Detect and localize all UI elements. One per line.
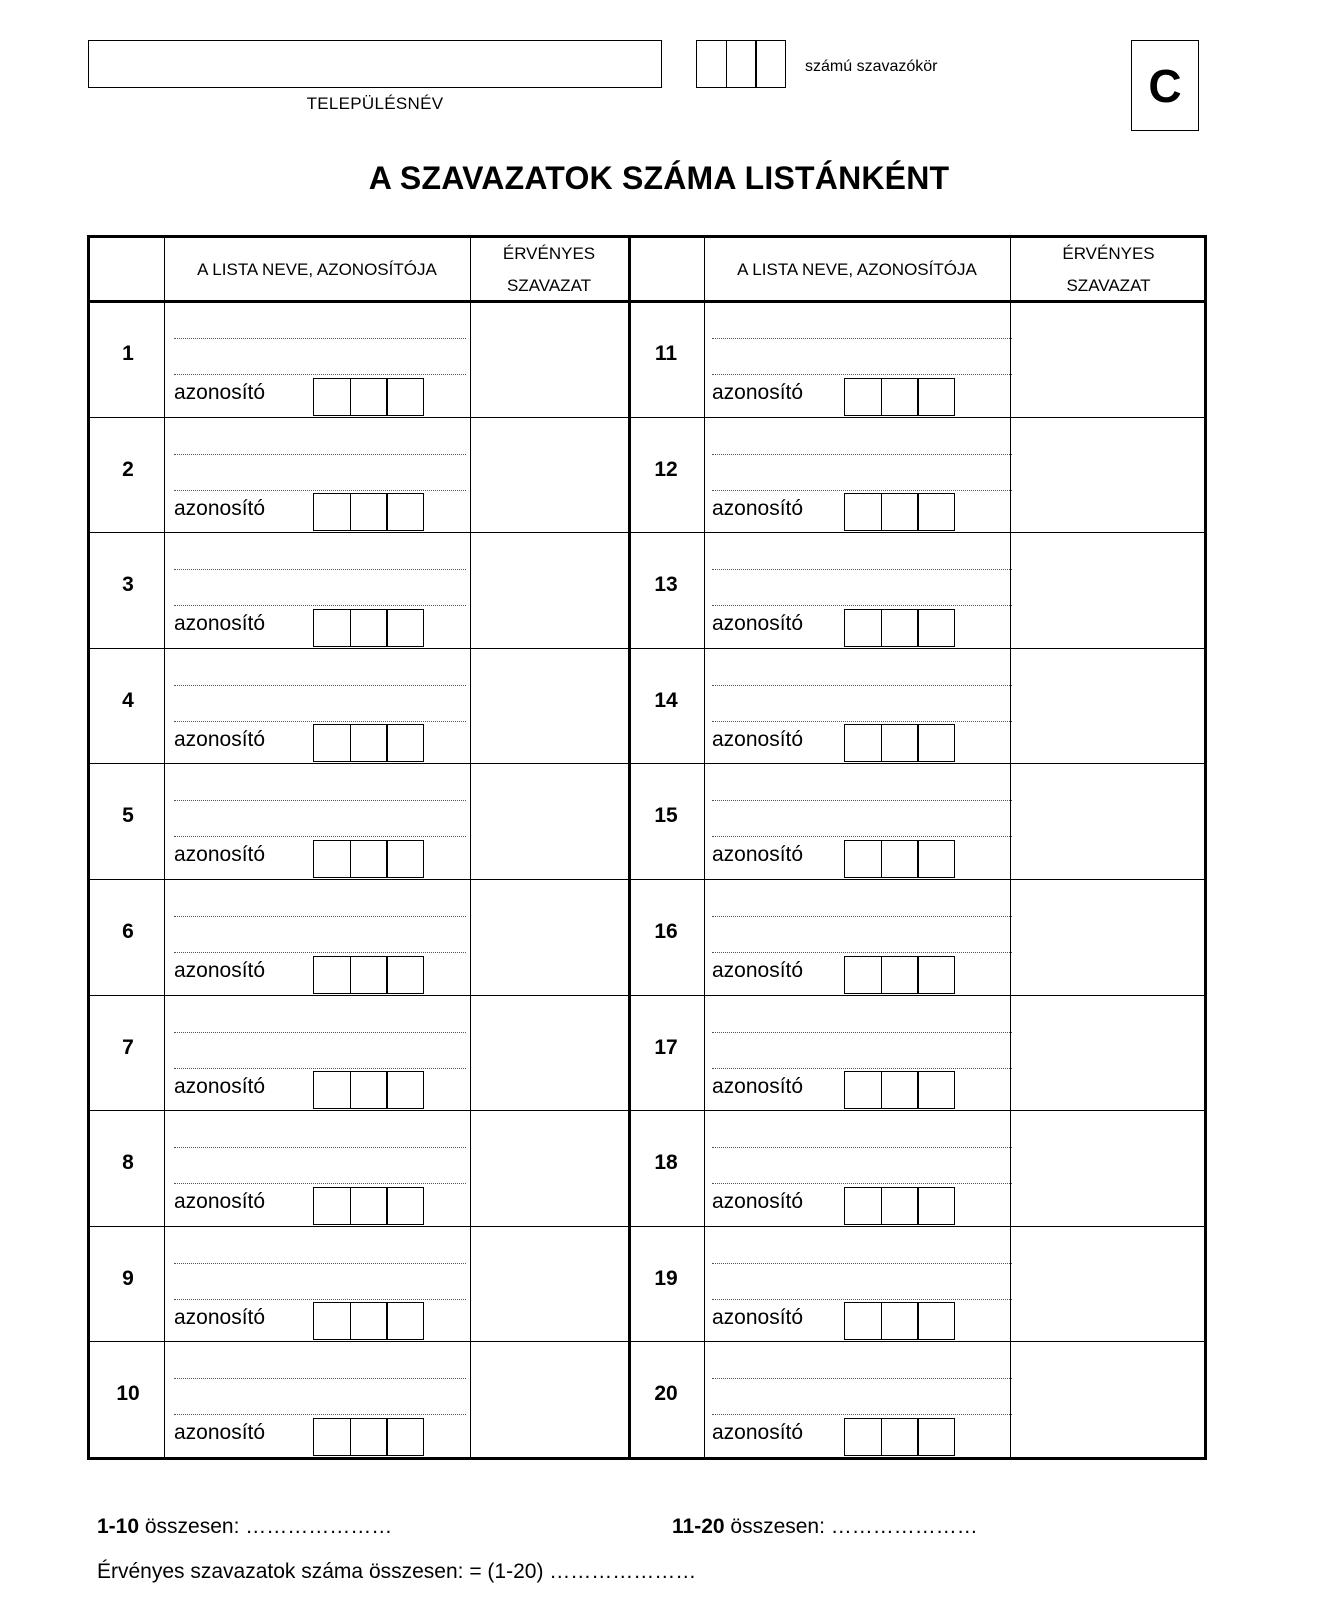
list-row-number: 4 — [122, 688, 134, 712]
district-digit-box[interactable] — [696, 40, 727, 88]
id-digit-box[interactable] — [844, 1418, 882, 1456]
id-digit-box[interactable] — [313, 1187, 351, 1225]
id-label: azonosító — [712, 727, 804, 751]
valid-votes-field[interactable] — [472, 764, 626, 878]
id-label: azonosító — [174, 1190, 266, 1214]
header-valid-votes — [470, 238, 628, 302]
district-label: számú szavazókör — [805, 58, 938, 75]
id-label: azonosító — [174, 727, 266, 751]
header-valid-line2: SZAVAZAT — [506, 276, 592, 295]
list-row-number: 10 — [116, 1382, 140, 1406]
header-valid-line2: SZAVAZAT — [1066, 276, 1151, 295]
list-row-number: 20 — [654, 1382, 678, 1406]
settlement-name-field[interactable] — [88, 40, 662, 88]
id-label: azonosító — [712, 496, 804, 520]
id-digit-box[interactable] — [881, 956, 919, 994]
id-digit-box[interactable] — [313, 840, 351, 878]
id-digit-box[interactable] — [917, 378, 955, 416]
dotted-write-line — [174, 1263, 466, 1264]
list-id-field[interactable] — [844, 724, 955, 762]
id-digit-box[interactable] — [917, 609, 955, 647]
list-id-field[interactable] — [313, 1418, 424, 1456]
header-list-name: A LISTA NEVE, AZONOSÍTÓJA — [197, 260, 437, 279]
valid-votes-field[interactable] — [1010, 996, 1205, 1110]
id-digit-box[interactable] — [350, 1302, 388, 1340]
id-label: azonosító — [174, 1421, 266, 1445]
id-digit-box[interactable] — [844, 378, 882, 416]
dotted-write-line — [712, 454, 1012, 455]
id-label: azonosító — [712, 1421, 804, 1445]
valid-votes-field[interactable] — [1010, 418, 1205, 532]
valid-votes-field[interactable] — [1010, 1342, 1205, 1456]
dotted-write-line — [174, 490, 466, 491]
dotted-write-line — [712, 1183, 1012, 1184]
dotted-write-line — [712, 1147, 1012, 1148]
dotted-write-line — [712, 1263, 1012, 1264]
id-digit-box[interactable] — [844, 724, 882, 762]
id-digit-box[interactable] — [844, 956, 882, 994]
id-digit-box[interactable] — [881, 724, 919, 762]
sum-right-text: összesen: ………………… — [724, 1515, 978, 1538]
id-label: azonosító — [174, 496, 266, 520]
valid-votes-field[interactable] — [472, 1111, 626, 1225]
id-digit-box[interactable] — [917, 724, 955, 762]
id-digit-box[interactable] — [313, 378, 351, 416]
id-digit-box[interactable] — [350, 378, 388, 416]
list-row-number: 9 — [122, 1266, 134, 1290]
valid-votes-field[interactable] — [1010, 649, 1205, 763]
list-id-field[interactable] — [844, 609, 955, 647]
sum-right — [672, 1515, 978, 1539]
id-label: azonosító — [174, 1305, 266, 1329]
sum-left-range: 1-10 — [97, 1515, 140, 1538]
id-digit-box[interactable] — [917, 840, 955, 878]
dotted-write-line — [174, 605, 466, 606]
id-label: azonosító — [174, 1074, 266, 1098]
list-row-number: 18 — [654, 1151, 678, 1175]
id-digit-box[interactable] — [386, 1071, 424, 1109]
id-digit-box[interactable] — [917, 1418, 955, 1456]
dotted-write-line — [712, 490, 1012, 491]
dotted-write-line — [712, 800, 1012, 801]
id-digit-box[interactable] — [881, 378, 919, 416]
id-digit-box[interactable] — [313, 1071, 351, 1109]
dotted-write-line — [712, 374, 1012, 375]
list-id-field[interactable] — [844, 1071, 955, 1109]
id-digit-box[interactable] — [881, 1187, 919, 1225]
list-id-field[interactable] — [313, 840, 424, 878]
dotted-write-line — [174, 1183, 466, 1184]
valid-votes-field[interactable] — [472, 880, 626, 994]
total-valid-votes: Érvényes szavazatok száma összesen: = (1-20) ………………… — [97, 1560, 697, 1583]
list-id-field[interactable] — [313, 1302, 424, 1340]
id-digit-box[interactable] — [881, 1302, 919, 1340]
id-digit-box[interactable] — [881, 840, 919, 878]
list-id-field[interactable] — [844, 1418, 955, 1456]
id-digit-box[interactable] — [350, 609, 388, 647]
list-id-field[interactable] — [313, 956, 424, 994]
dotted-write-line — [174, 1378, 466, 1379]
dotted-write-line — [712, 836, 1012, 837]
id-digit-box[interactable] — [313, 724, 351, 762]
id-label: azonosító — [174, 381, 266, 404]
id-label: azonosító — [712, 1305, 804, 1329]
id-digit-box[interactable] — [350, 840, 388, 878]
list-id-field[interactable] — [313, 1187, 424, 1225]
dotted-write-line — [174, 374, 466, 375]
header-valid-votes — [1010, 238, 1207, 302]
dotted-write-line — [712, 605, 1012, 606]
dotted-write-line — [712, 721, 1012, 722]
dotted-write-line — [174, 1147, 466, 1148]
id-digit-box[interactable] — [313, 1302, 351, 1340]
valid-votes-field[interactable] — [472, 1227, 626, 1341]
id-digit-box[interactable] — [313, 956, 351, 994]
district-digit-box[interactable] — [755, 40, 786, 88]
list-id-field[interactable] — [313, 493, 424, 531]
id-label: azonosító — [712, 843, 804, 867]
list-id-field[interactable] — [844, 378, 955, 416]
list-row-number: 13 — [654, 573, 678, 597]
dotted-write-line — [712, 1414, 1012, 1415]
id-label: azonosító — [712, 1074, 804, 1098]
valid-votes-field[interactable] — [1010, 764, 1205, 878]
id-digit-box[interactable] — [350, 1418, 388, 1456]
dotted-write-line — [174, 454, 466, 455]
list-id-field[interactable] — [844, 1187, 955, 1225]
dotted-write-line — [174, 800, 466, 801]
list-id-field[interactable] — [844, 956, 955, 994]
id-digit-box[interactable] — [881, 609, 919, 647]
id-digit-box[interactable] — [386, 956, 424, 994]
id-digit-box[interactable] — [917, 956, 955, 994]
list-row-number: 7 — [122, 1035, 134, 1059]
list-row-number: 6 — [122, 920, 134, 943]
page-title: A SZAVAZATOK SZÁMA LISTÁNKÉNT — [368, 160, 950, 196]
dotted-write-line — [174, 916, 466, 917]
valid-votes-field[interactable] — [472, 533, 626, 647]
id-digit-box[interactable] — [881, 1418, 919, 1456]
id-label: azonosító — [712, 381, 804, 404]
valid-votes-field[interactable] — [472, 418, 626, 532]
id-digit-box[interactable] — [844, 1187, 882, 1225]
dotted-write-line — [174, 1032, 466, 1033]
id-digit-box[interactable] — [313, 609, 351, 647]
list-id-field[interactable] — [313, 724, 424, 762]
sum-left — [97, 1515, 392, 1539]
id-digit-box[interactable] — [844, 840, 882, 878]
dotted-write-line — [712, 952, 1012, 953]
id-digit-box[interactable] — [386, 724, 424, 762]
list-id-field[interactable] — [844, 1302, 955, 1340]
list-row-number: 2 — [122, 457, 134, 481]
list-row-number: 1 — [122, 342, 134, 365]
dotted-write-line — [174, 1414, 466, 1415]
dotted-write-line — [174, 721, 466, 722]
id-digit-box[interactable] — [917, 1187, 955, 1225]
sum-right-range: 11-20 — [672, 1515, 725, 1538]
id-label: azonosító — [174, 843, 266, 867]
valid-votes-field[interactable] — [472, 302, 626, 416]
dotted-write-line — [712, 1032, 1012, 1033]
id-label: azonosító — [712, 612, 804, 636]
id-digit-box[interactable] — [844, 609, 882, 647]
dotted-write-line — [174, 1068, 466, 1069]
header-valid-line1: ÉRVÉNYES — [1062, 244, 1155, 263]
list-row-number: 16 — [654, 920, 678, 943]
list-row-number: 5 — [122, 804, 134, 828]
district-digit-box[interactable] — [726, 40, 757, 88]
list-id-field[interactable] — [313, 378, 424, 416]
id-digit-box[interactable] — [386, 609, 424, 647]
id-digit-box[interactable] — [350, 956, 388, 994]
id-label: azonosító — [174, 959, 266, 982]
id-label: azonosító — [712, 1190, 804, 1214]
valid-votes-field[interactable] — [1010, 1111, 1205, 1225]
header-list-name: A LISTA NEVE, AZONOSÍTÓJA — [737, 260, 977, 279]
id-digit-box[interactable] — [386, 840, 424, 878]
settlement-name-label: TELEPÜLÉSNÉV — [306, 94, 444, 113]
id-digit-box[interactable] — [917, 1302, 955, 1340]
valid-votes-field[interactable] — [472, 996, 626, 1110]
vote-count-table — [87, 235, 1207, 1460]
id-digit-box[interactable] — [350, 1071, 388, 1109]
list-row-number: 15 — [654, 804, 678, 828]
header-valid-line1: ÉRVÉNYES — [502, 244, 596, 263]
id-digit-box[interactable] — [917, 1071, 955, 1109]
id-digit-box[interactable] — [386, 1418, 424, 1456]
valid-votes-field[interactable] — [1010, 1227, 1205, 1341]
dotted-write-line — [174, 569, 466, 570]
id-digit-box[interactable] — [386, 493, 424, 531]
valid-votes-field[interactable] — [1010, 302, 1205, 416]
list-row-number: 8 — [122, 1151, 134, 1175]
dotted-write-line — [712, 685, 1012, 686]
id-digit-box[interactable] — [386, 1187, 424, 1225]
dotted-write-line — [174, 836, 466, 837]
valid-votes-field[interactable] — [472, 649, 626, 763]
id-digit-box[interactable] — [350, 493, 388, 531]
dotted-write-line — [712, 1299, 1012, 1300]
id-digit-box[interactable] — [844, 1071, 882, 1109]
dotted-write-line — [174, 952, 466, 953]
id-digit-box[interactable] — [350, 1187, 388, 1225]
valid-votes-field[interactable] — [1010, 880, 1205, 994]
dotted-write-line — [712, 916, 1012, 917]
id-digit-box[interactable] — [881, 1071, 919, 1109]
id-label: azonosító — [174, 612, 266, 636]
dotted-write-line — [712, 1068, 1012, 1069]
id-digit-box[interactable] — [350, 724, 388, 762]
list-row-number: 14 — [654, 688, 678, 712]
list-row-number: 12 — [654, 457, 678, 481]
list-row-number: 19 — [654, 1266, 678, 1290]
list-id-field[interactable] — [844, 840, 955, 878]
valid-votes-field[interactable] — [472, 1342, 626, 1456]
list-row-number: 3 — [122, 573, 134, 597]
dotted-write-line — [712, 1378, 1012, 1379]
dotted-write-line — [712, 569, 1012, 570]
dotted-write-line — [712, 338, 1012, 339]
dotted-write-line — [174, 1299, 466, 1300]
id-digit-box[interactable] — [386, 1302, 424, 1340]
id-digit-box[interactable] — [881, 493, 919, 531]
id-digit-box[interactable] — [844, 1302, 882, 1340]
id-label: azonosító — [712, 959, 804, 982]
form-letter-badge: C — [1131, 40, 1199, 131]
dotted-write-line — [174, 685, 466, 686]
id-digit-box[interactable] — [386, 378, 424, 416]
dotted-write-line — [174, 338, 466, 339]
id-digit-box[interactable] — [917, 493, 955, 531]
valid-votes-field[interactable] — [1010, 533, 1205, 647]
list-row-number: 11 — [654, 342, 678, 365]
list-id-field[interactable] — [844, 493, 955, 531]
list-id-field[interactable] — [313, 1071, 424, 1109]
id-digit-box[interactable] — [844, 493, 882, 531]
sum-left-text: összesen: ………………… — [139, 1515, 393, 1538]
district-number-field[interactable] — [696, 40, 786, 88]
list-row-number: 17 — [654, 1035, 678, 1059]
id-digit-box[interactable] — [313, 1418, 351, 1456]
id-digit-box[interactable] — [313, 493, 351, 531]
list-id-field[interactable] — [313, 609, 424, 647]
